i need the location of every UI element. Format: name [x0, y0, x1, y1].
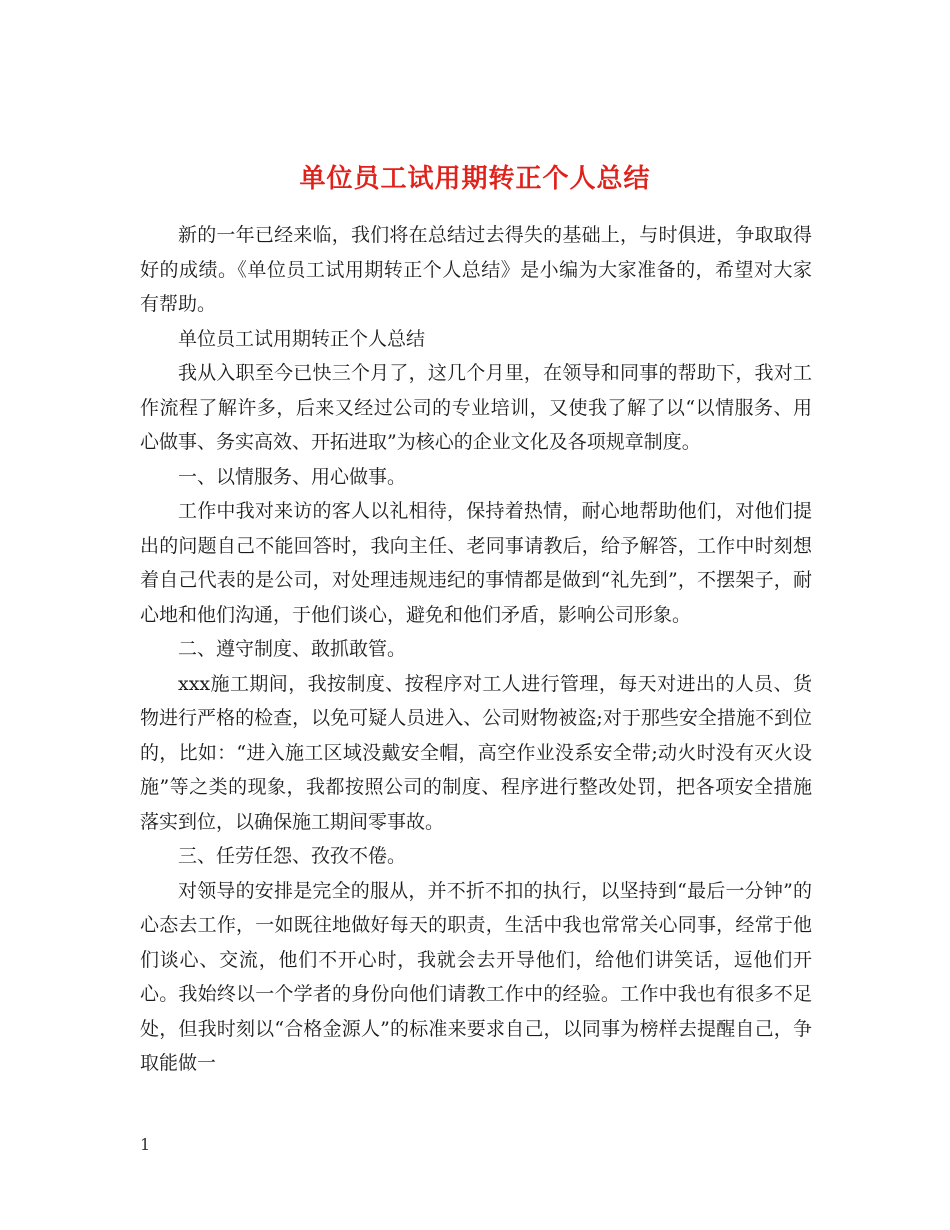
paragraph-section-1: 工作中我对来访的客人以礼相待，保持着热情，耐心地帮助他们，对他们提出的问题自己不能回答时，我向主任、老同事请教后，给予解答，工作中时刻想着自己代表的是公司，对处理违规违纪的事情都是做到“礼先到”，不摆架子，耐心地和他们沟通，于他们谈心，避免和他们矛盾，影响公司形象。	[140, 500, 812, 626]
paragraph-subtitle: 单位员工试用期转正个人总结	[178, 327, 426, 350]
section-heading-3: 三、任劳任怨、孜孜不倦。	[178, 845, 407, 867]
section-heading-2: 二、遵守制度、敢抓敢管。	[178, 638, 407, 660]
section-heading-1: 一、以情服务、用心做事。	[178, 465, 407, 488]
paragraph-section-2: xxx施工期间，我按制度、按程序对工人进行管理，每天对进出的人员、货物进行严格的检查，以免可疑人员进入、公司财物被盗;对于那些安全措施不到位的，比如：“进入施工区域没戴安全帽，高空作业没系安全带;动火时没有灭火设施”等之类的现象，我都按照公司的制度、程序进行整改处罚，把各项安全措施落实到位，以确保施工期间零事故。	[140, 672, 812, 833]
page-number: 1	[140, 1135, 151, 1154]
paragraph-overview: 我从入职至今已快三个月了，这几个月里，在领导和同事的帮助下，我对工作流程了解许多，后来又经过公司的专业培训，又使我了解了以“以情服务、用心做事、务实高效、开拓进取”为核心的企业文化及各项规章制度。	[140, 362, 812, 453]
document-title: 单位员工试用期转正个人总结	[299, 164, 651, 195]
document-body	[140, 218, 812, 1081]
paragraph-section-3: 对领导的安排是完全的服从，并不折不扣的执行，以坚持到“最后一分钟”的心态去工作，一如既往地做好每天的职责，生活中我也常常关心同事，经常于他们谈心、交流，他们不开心时，我就会去开导他们，给他们讲笑话，逗他们开心。我始终以一个学者的身份向他们请教工作中的经验。工作中我也有很多不足处，但我时刻以“合格金源人”的标准来要求自己，以同事为榜样去提醒自己，争取能做一	[140, 879, 812, 1074]
paragraph-intro: 新的一年已经来临，我们将在总结过去得失的基础上，与时俱进，争取取得好的成绩。《单位员工试用期转正个人总结》是小编为大家准备的，希望对大家有帮助。	[140, 224, 812, 315]
